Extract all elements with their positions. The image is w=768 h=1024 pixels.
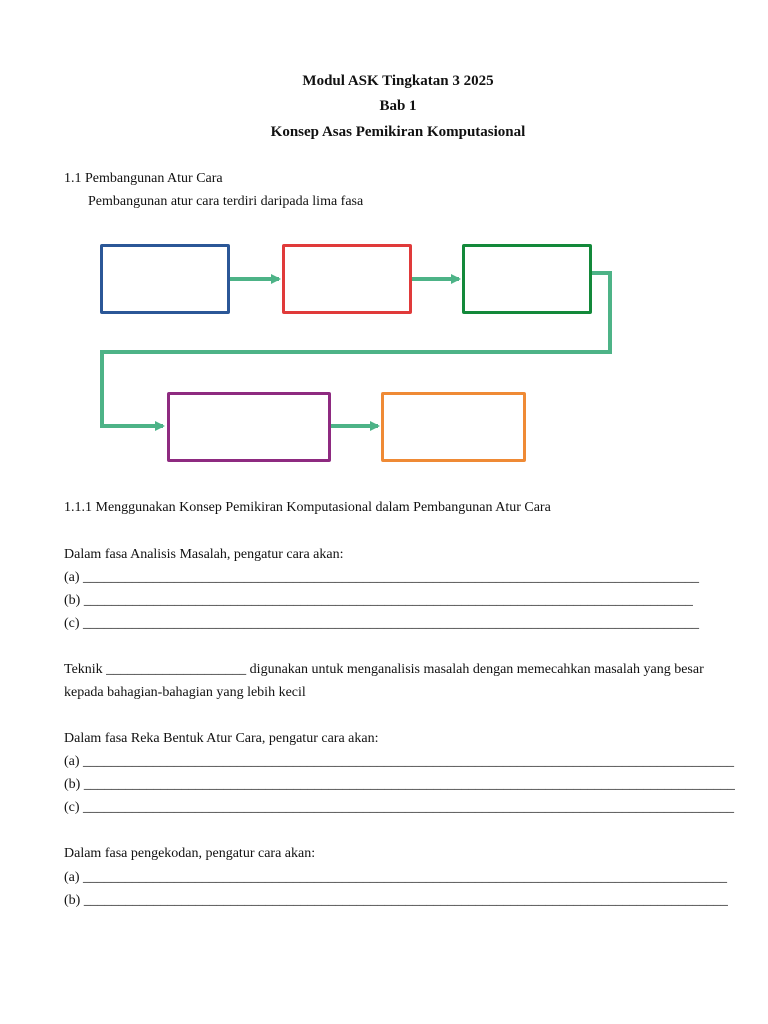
teknik-line-1: Teknik ____________________ digunakan untuk menganalisis masalah dengan memecahkan masalah yang besar <box>64 662 704 677</box>
reka-bentuk-answer-a: (a) _____________________________________________________________________________________________ <box>64 754 735 769</box>
section-heading-1-1: 1.1 Pembangunan Atur Cara <box>64 171 223 186</box>
document-title: Modul ASK Tingkatan 3 2025 <box>302 73 494 89</box>
phase-box-2 <box>282 244 412 314</box>
reka-bentuk-prompt: Dalam fasa Reka Bentuk Atur Cara, pengatur cara akan: <box>64 731 379 746</box>
section-heading-1-1-1: 1.1.1 Menggunakan Konsep Pemikiran Komputasional dalam Pembangunan Atur Cara <box>64 500 551 515</box>
analisis-answer-a: (a) ________________________________________________________________________________________ <box>64 570 700 585</box>
reka-bentuk-answer-c: (c) _____________________________________________________________________________________________ <box>64 800 735 815</box>
pengekodan-answer-b: (b) ____________________________________________________________________________________________ <box>64 893 728 908</box>
phase-box-3 <box>462 244 592 314</box>
chapter-subtitle: Konsep Asas Pemikiran Komputasional <box>270 124 526 140</box>
chapter-label: Bab 1 <box>379 98 417 114</box>
phase-box-5 <box>381 392 526 462</box>
pengekodan-prompt: Dalam fasa pengekodan, pengatur cara akan: <box>64 846 316 861</box>
phase-box-1 <box>100 244 230 314</box>
section-intro: Pembangunan atur cara terdiri daripada lima fasa <box>88 194 364 209</box>
phase-box-4 <box>167 392 331 462</box>
reka-bentuk-answer-b: (b) _____________________________________________________________________________________________ <box>64 777 735 792</box>
analisis-answer-c: (c) ________________________________________________________________________________________ <box>64 616 700 631</box>
pengekodan-answer-a: (a) ____________________________________________________________________________________________ <box>64 870 728 885</box>
analisis-answer-b: (b) _______________________________________________________________________________________ <box>64 593 693 608</box>
analisis-prompt: Dalam fasa Analisis Masalah, pengatur cara akan: <box>64 547 344 562</box>
teknik-line-2: kepada bahagian-bahagian yang lebih kecil <box>64 685 306 700</box>
